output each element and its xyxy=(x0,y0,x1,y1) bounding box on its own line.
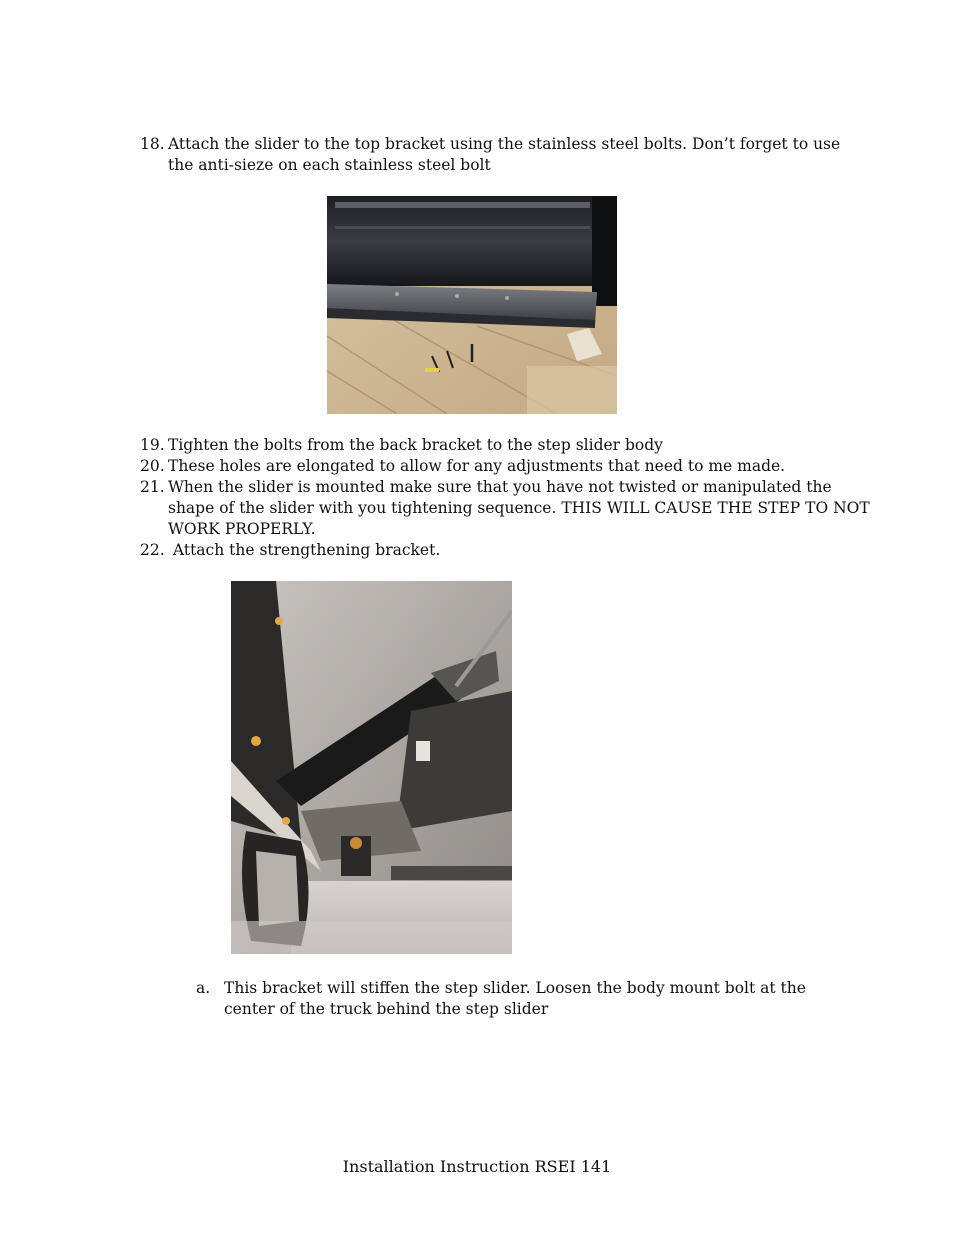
step-text-line: shape of the slider with you tightening sequence. THIS WILL CAUSE THE STEP TO NOT xyxy=(168,499,870,517)
step-21 xyxy=(140,477,870,540)
strengthening-bracket-photo xyxy=(231,581,512,954)
step-text-line: Tighten the bolts from the back bracket to the step slider body xyxy=(168,436,663,454)
step-number: 19. xyxy=(140,436,165,454)
step-number: 18. xyxy=(140,135,165,153)
sub-step-text-line: This bracket will stiffen the step slider. Loosen the body mount bolt at the xyxy=(224,979,806,997)
page-footer: Installation Instruction RSEI 141 xyxy=(342,1157,612,1176)
step-22 xyxy=(140,540,840,561)
step-text-line: Attach the slider to the top bracket using the stainless steel bolts. Don’t forget to use xyxy=(168,135,841,153)
step-number: 21. xyxy=(140,478,165,496)
step-number: 20. xyxy=(140,457,165,475)
step-text-line: WORK PROPERLY. xyxy=(168,520,316,538)
step-text-line: Attach the strengthening bracket. xyxy=(168,541,441,559)
step-20 xyxy=(140,456,840,477)
step-18 xyxy=(140,134,840,178)
slider-mounted-photo xyxy=(327,196,617,414)
step-text-line: When the slider is mounted make sure that you have not twisted or manipulated the xyxy=(168,478,832,496)
step-19 xyxy=(140,435,840,456)
step-number: 22. xyxy=(140,541,165,559)
sub-step-text-line: center of the truck behind the step slider xyxy=(224,1000,549,1018)
step-text-line: the anti-sieze on each stainless steel bolt xyxy=(168,156,491,174)
step-text-line: These holes are elongated to allow for any adjustments that need to me made. xyxy=(168,457,786,475)
sub-step-a xyxy=(196,978,836,1020)
sub-step-letter: a. xyxy=(196,979,211,997)
